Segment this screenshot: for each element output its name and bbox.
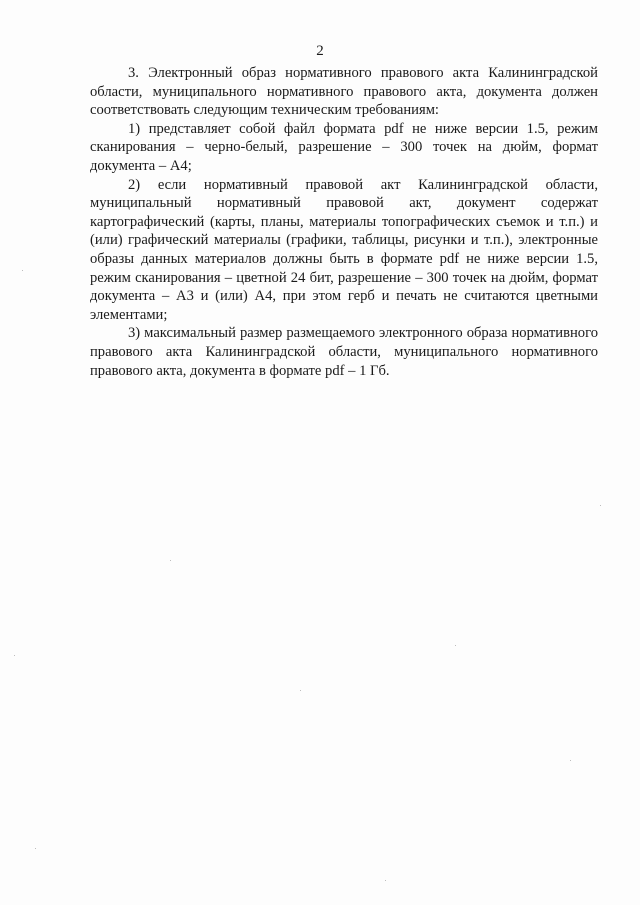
scan-speck (455, 645, 456, 646)
paragraph-requirements-intro: 3. Электронный образ нормативного правового акта Калининградской области, муниципального нормативного правового акта, документа должен соответствовать следующим техническим требованиям: (90, 65, 598, 119)
scan-speck (300, 690, 301, 691)
paragraph-item-1: 1) представляет собой файл формата pdf не ниже версии 1.5, режим сканирования – черно-белый, разрешение – 300 точек на дюйм, формат документа – А4; (90, 120, 598, 174)
scan-speck (14, 655, 15, 656)
scan-speck (22, 270, 23, 271)
scan-speck (385, 880, 386, 881)
scan-speck (35, 848, 36, 849)
document-body (90, 64, 598, 380)
scan-speck (600, 505, 601, 506)
page-number: 2 (316, 43, 324, 59)
paragraph-item-2: 2) если нормативный правовой акт Калининградской области, муниципальный нормативный правовой акт, документ содержат картографический (карты, планы, материалы топографических съемок и т.п.) и (или) графический материалы (графики, таблицы, рисунки и т.п.), электронные образы данных материалов должны быть в формате pdf не ниже версии 1.5, режим сканирования – цветной 24 бит, разрешение – 300 точек на дюйм, формат документа – А3 и (или) А4, при этом герб и печать не считаются цветными элементами; (90, 176, 598, 323)
scan-speck (170, 560, 171, 561)
paragraph-item-3: 3) максимальный размер размещаемого электронного образа нормативного правового акта Калининградской области, муниципального нормативного правового акта, документа в формате pdf – 1 Гб. (90, 325, 598, 379)
scan-speck (570, 760, 571, 761)
